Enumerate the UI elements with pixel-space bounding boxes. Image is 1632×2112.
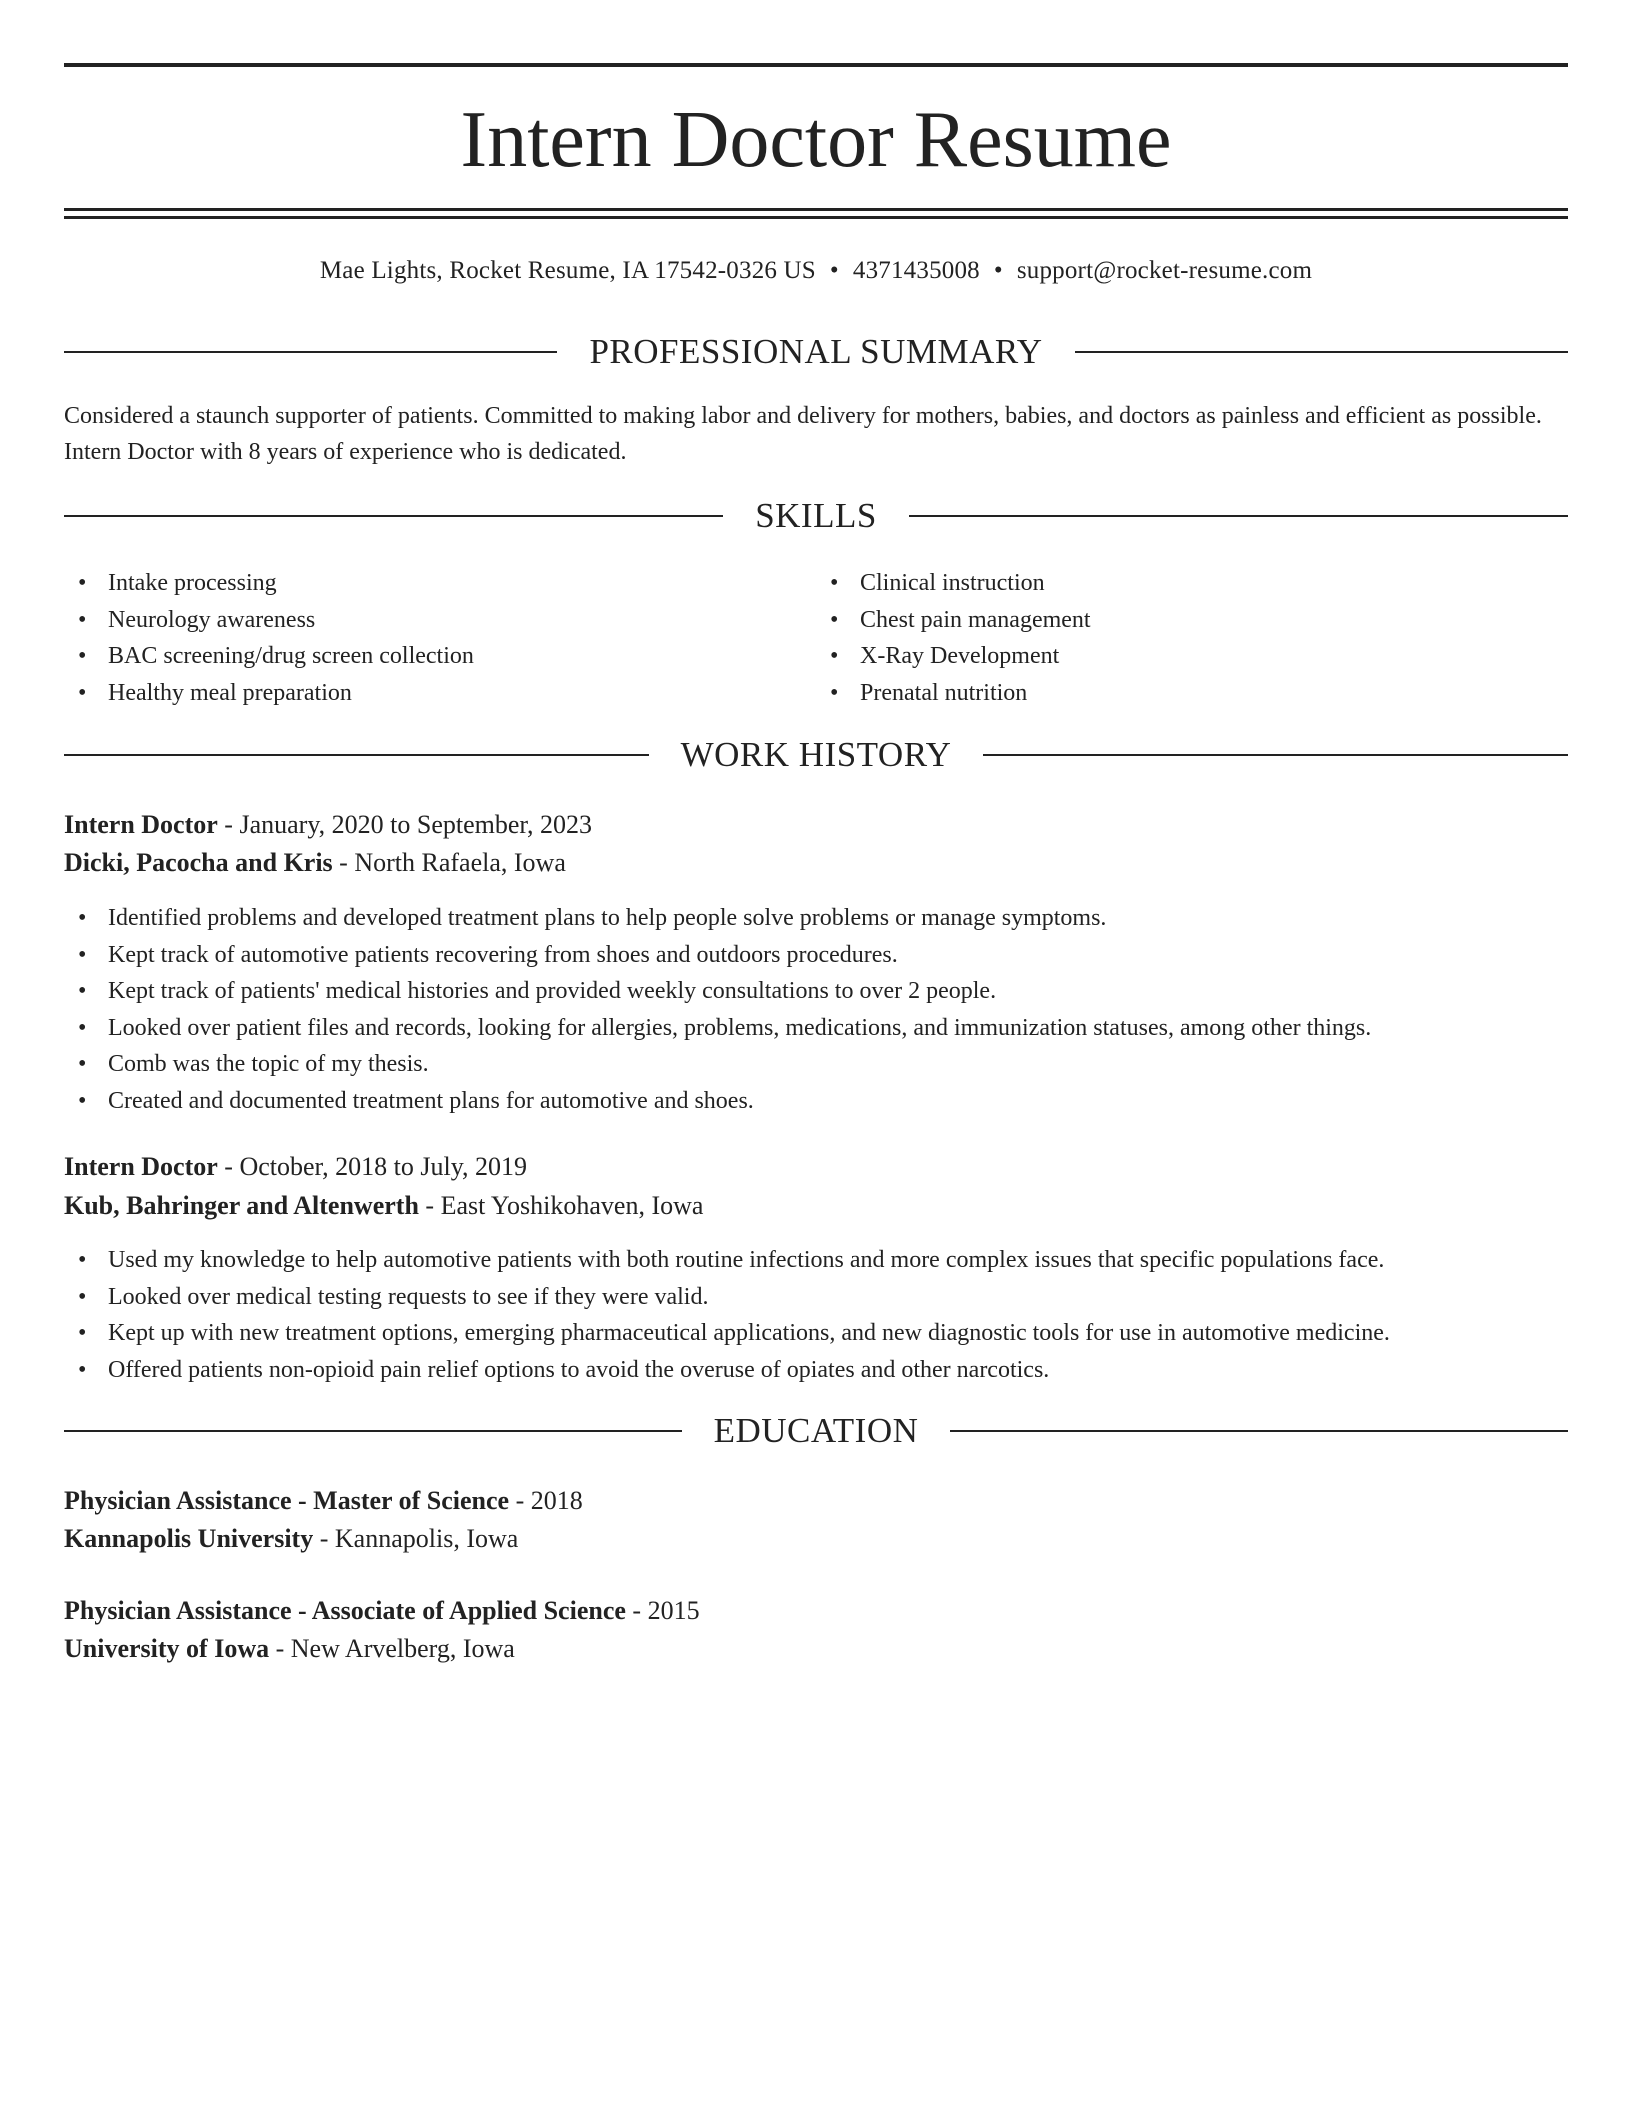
skill-item: • Intake processing — [64, 565, 816, 602]
job-bullet: • Comb was the topic of my thesis. — [64, 1046, 1568, 1083]
section-rule — [950, 1430, 1568, 1432]
education-year: 2015 — [647, 1596, 700, 1625]
job-company: Dicki, Pacocha and Kris — [64, 848, 333, 877]
section-header-education — [64, 1409, 1568, 1453]
section-header-summary — [64, 330, 1568, 374]
section-title-education: EDUCATION — [713, 1411, 919, 1450]
job-bullet: • Looked over medical testing requests to see if they were valid. — [64, 1279, 1568, 1316]
skill-item: • Healthy meal preparation — [64, 675, 816, 712]
dash: - — [625, 1596, 648, 1625]
dash: - — [217, 810, 240, 839]
section-rule — [64, 1430, 682, 1432]
education-location: New Arvelberg, Iowa — [290, 1634, 515, 1663]
job-bullet: • Kept up with new treatment options, emerging pharmaceutical applications, and new diagnostic tools for use in automotive medicine. — [64, 1315, 1568, 1352]
section-rule — [64, 515, 723, 517]
job-dates: October, 2018 to July, 2019 — [239, 1152, 528, 1181]
job-bullet: • Used my knowledge to help automotive patients with both routine infections and more complex issues that specific populations face. — [64, 1242, 1568, 1279]
contact-separator: • — [993, 257, 1003, 284]
dash: - — [269, 1634, 291, 1663]
job-title-line — [64, 807, 1568, 843]
education-school-line — [64, 1631, 1568, 1667]
education-year: 2018 — [530, 1486, 583, 1515]
section-header-work — [64, 733, 1568, 777]
contact-email: support@rocket-resume.com — [1016, 257, 1313, 284]
job-company: Kub, Bahringer and Altenwerth — [64, 1191, 419, 1220]
job-bullet: • Offered patients non-opioid pain relief options to avoid the overuse of opiates and other narcotics. — [64, 1352, 1568, 1389]
job-bullet: • Kept track of patients' medical histories and provided weekly consultations to over 2 people. — [64, 973, 1568, 1010]
skill-item: • Prenatal nutrition — [816, 675, 1568, 712]
skill-item: • Clinical instruction — [816, 565, 1568, 602]
section-rule — [983, 754, 1568, 756]
top-rule — [64, 63, 1568, 67]
job-role: Intern Doctor — [64, 1152, 218, 1181]
skills-column-left — [64, 565, 816, 711]
education-degree-line — [64, 1483, 1568, 1519]
section-title-summary: PROFESSIONAL SUMMARY — [589, 332, 1043, 371]
skill-item: • BAC screening/drug screen collection — [64, 638, 816, 675]
dash: - — [509, 1486, 531, 1515]
job-role: Intern Doctor — [64, 810, 218, 839]
section-rule — [1075, 351, 1568, 353]
title-double-rule-upper — [64, 208, 1568, 211]
skill-item: • X-Ray Development — [816, 638, 1568, 675]
education-school-line — [64, 1521, 1568, 1557]
skill-item: • Neurology awareness — [64, 602, 816, 639]
job-location: North Rafaela, Iowa — [354, 848, 566, 877]
education-location: Kannapolis, Iowa — [334, 1524, 519, 1553]
contact-address: Mae Lights, Rocket Resume, IA 17542-0326 US — [319, 257, 816, 284]
contact-phone: 4371435008 — [852, 257, 980, 284]
job-company-line — [64, 845, 1568, 881]
section-header-skills — [64, 494, 1568, 538]
job-bullet: • Identified problems and developed treatment plans to help people solve problems or manage symptoms. — [64, 900, 1568, 937]
skill-item: • Chest pain management — [816, 602, 1568, 639]
education-school: Kannapolis University — [64, 1524, 314, 1553]
section-title-work: WORK HISTORY — [680, 735, 952, 774]
education-degree: Physician Assistance - Associate of Applied Science — [64, 1596, 626, 1625]
section-rule — [64, 351, 557, 353]
skills-list — [64, 565, 1568, 711]
job-bullet: • Looked over patient files and records, looking for allergies, problems, medications, and immunization statuses, among other things. — [64, 1010, 1568, 1047]
job-bullets — [64, 900, 1568, 1119]
resume-title: Intern Doctor Resume — [460, 96, 1172, 184]
contact-separator: • — [829, 257, 839, 284]
dash: - — [332, 848, 355, 877]
job-location: East Yoshikohaven, Iowa — [440, 1191, 704, 1220]
job-bullets — [64, 1242, 1568, 1388]
job-bullet: • Created and documented treatment plans for automotive and shoes. — [64, 1083, 1568, 1120]
summary-text: Considered a staunch supporter of patients. Committed to making labor and delivery for mothers, babies, and doctors as painless and efficient as possible. Intern Doctor with 8 years of experience who is dedicated. — [64, 403, 1542, 465]
education-school: University of Iowa — [64, 1634, 270, 1663]
section-title-skills: SKILLS — [755, 496, 877, 535]
dash: - — [418, 1191, 441, 1220]
section-rule — [909, 515, 1568, 517]
education-degree-line — [64, 1593, 1568, 1629]
job-dates: January, 2020 to September, 2023 — [239, 810, 593, 839]
title-double-rule-lower — [64, 216, 1568, 219]
job-company-line — [64, 1188, 1568, 1224]
skills-column-right — [816, 565, 1568, 711]
job-title-line — [64, 1149, 1568, 1185]
dash: - — [313, 1524, 335, 1553]
contact-line — [64, 254, 1568, 288]
job-bullet: • Kept track of automotive patients recovering from shoes and outdoors procedures. — [64, 937, 1568, 974]
section-rule — [64, 754, 649, 756]
education-degree: Physician Assistance - Master of Science — [64, 1486, 510, 1515]
dash: - — [217, 1152, 240, 1181]
